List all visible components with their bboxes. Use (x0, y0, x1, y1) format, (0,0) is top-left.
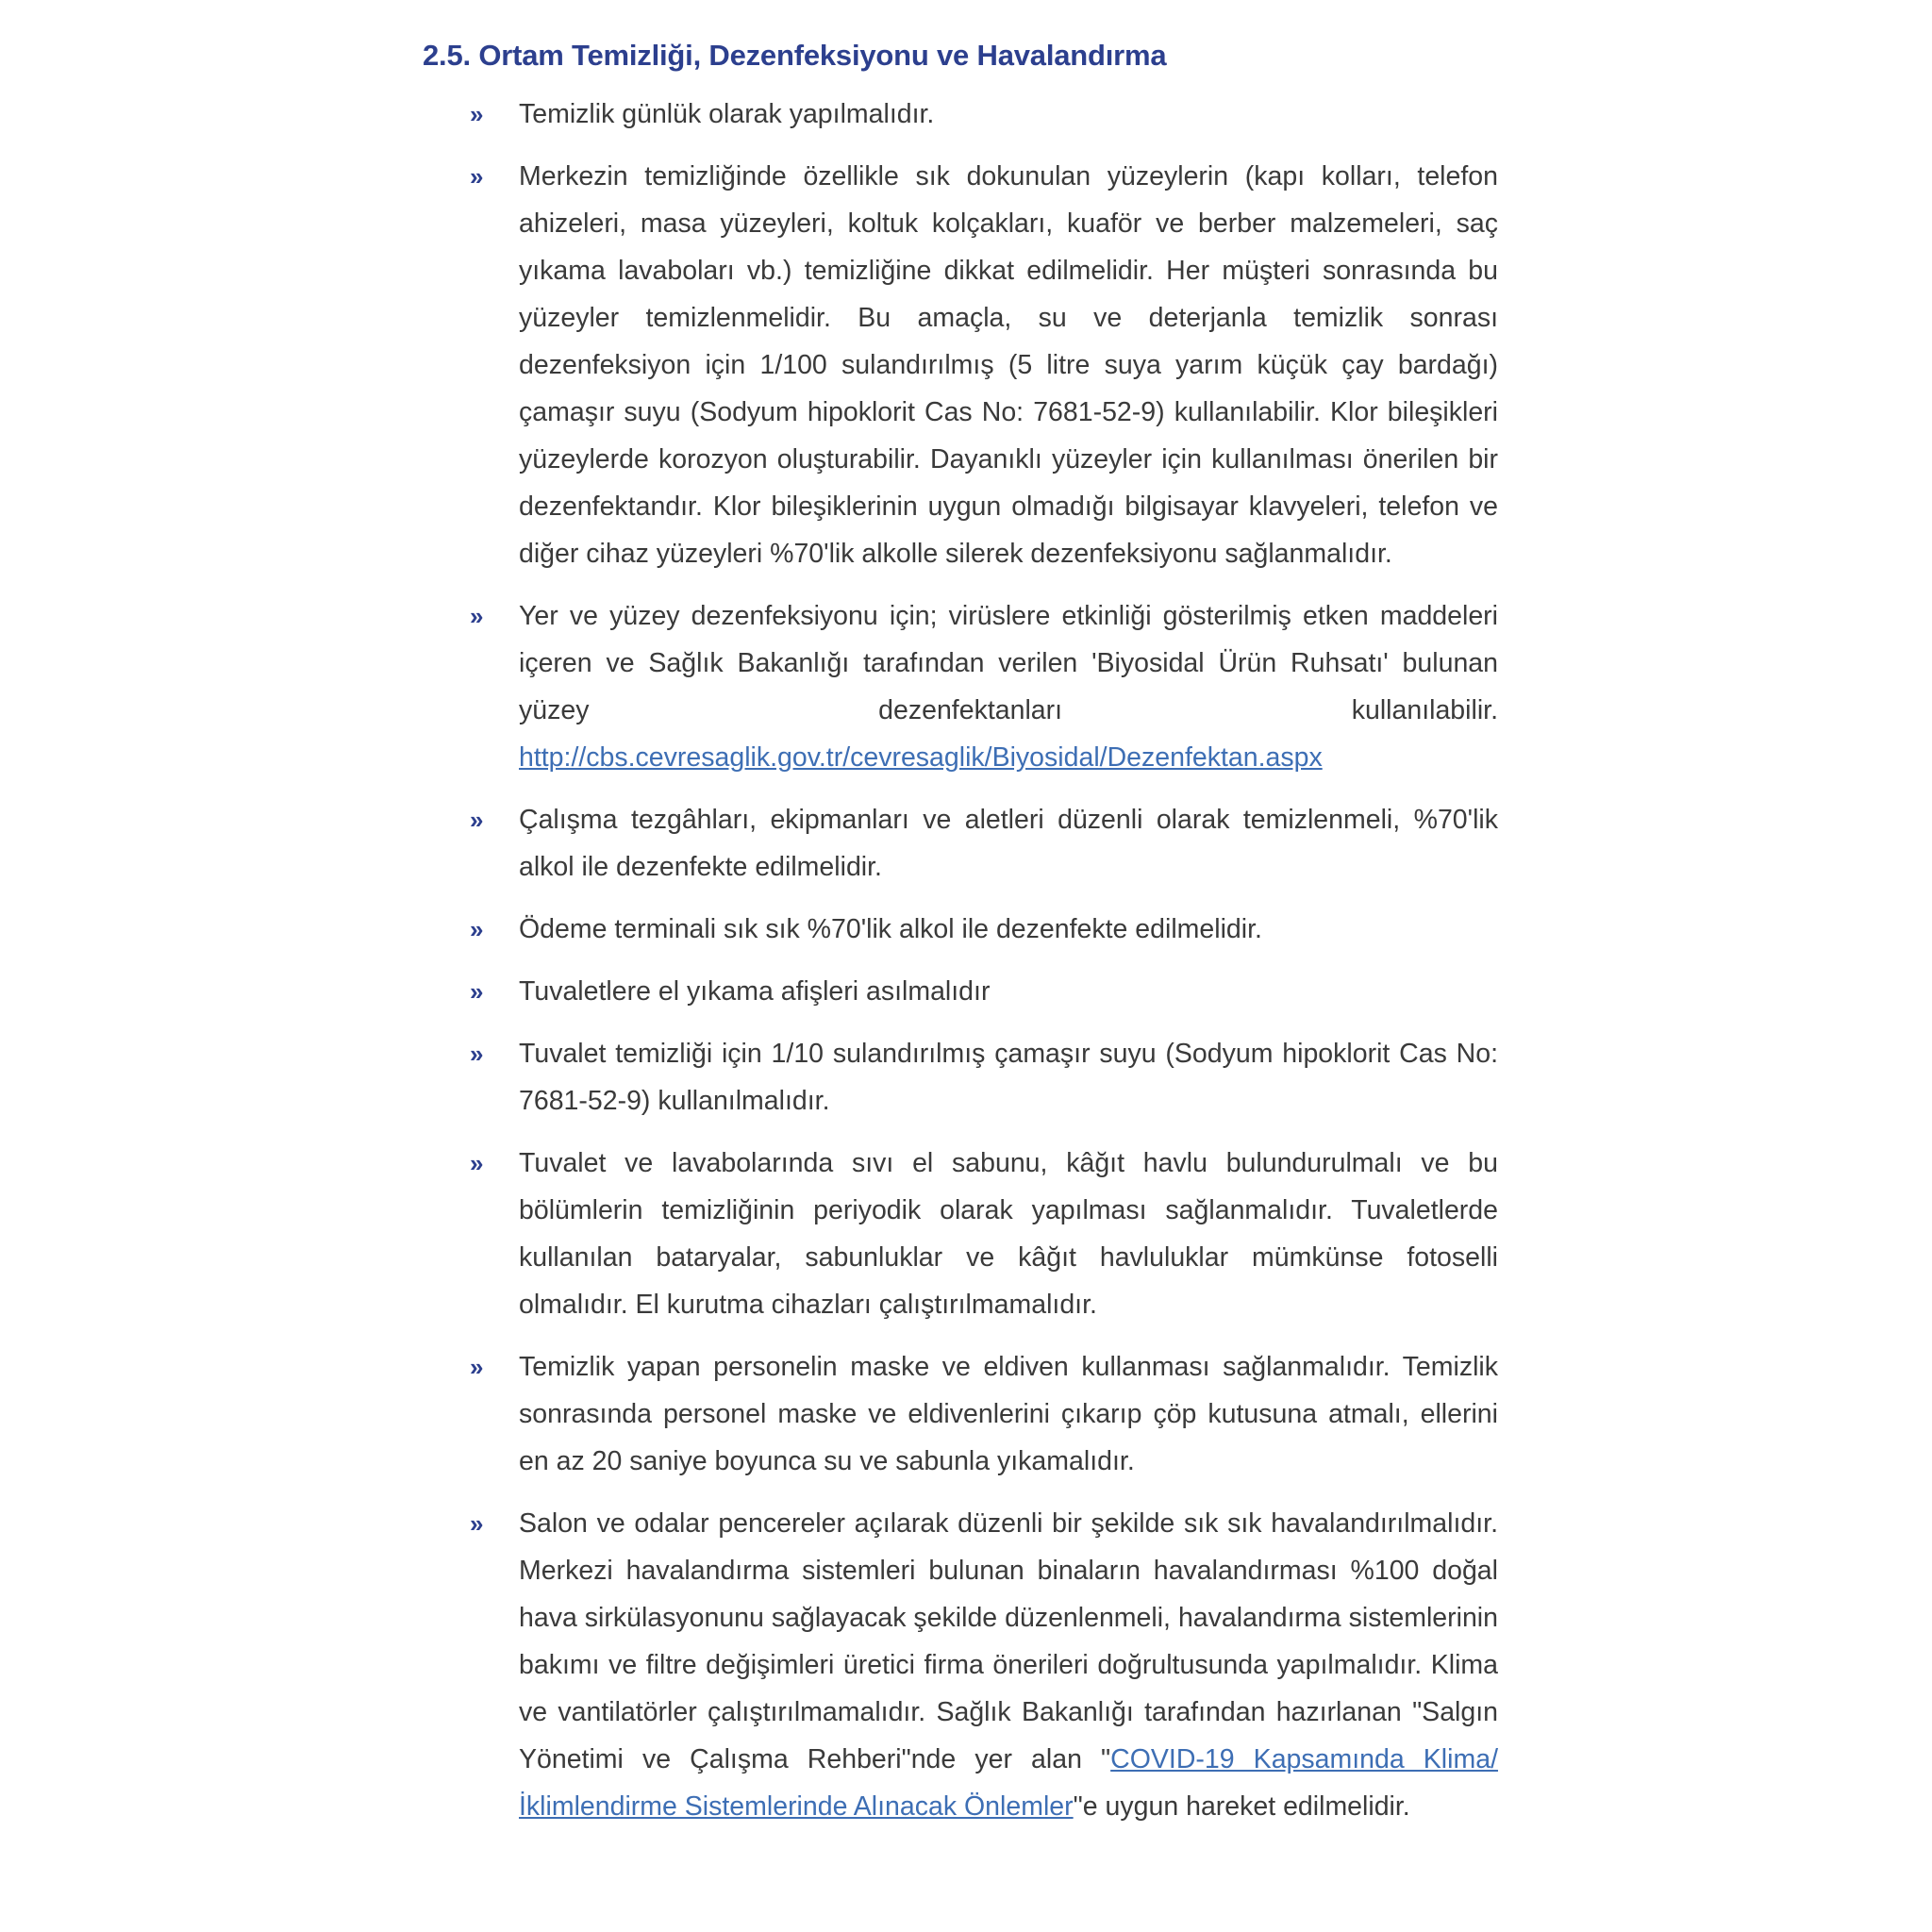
list-item (423, 91, 1498, 138)
list-item-text: Yer ve yüzey dezenfeksiyonu için; virüslere etkinliği gösterilmiş etken maddeleri içeren ve Sağlık Bakanlığı tarafından verilen 'Biyosidal Ürün Ruhsatı' bulunan yüzey dezenfektanları kullanılabilir. (519, 601, 1498, 725)
double-chevron-right-icon: » (470, 977, 484, 1006)
list-item (423, 1030, 1498, 1124)
list-item (423, 968, 1498, 1015)
list-item (423, 1140, 1498, 1328)
list-item (423, 1343, 1498, 1485)
list-item (423, 906, 1498, 953)
double-chevron-right-icon: » (470, 915, 484, 943)
double-chevron-right-icon: » (470, 602, 484, 630)
list-item-text: Temizlik yapan personelin maske ve eldiven kullanması sağlanmalıdır. Temizlik sonrasında personel maske ve eldivenlerini çıkarıp çöp kutusuna atmalı, ellerini en az 20 saniye boyunca su ve sabunla yıkamalıdır. (519, 1352, 1498, 1476)
list-item-text: Tuvalet ve lavabolarında sıvı el sabunu, kâğıt havlu bulundurulmalı ve bu bölümlerin temizliğinin periyodik olarak yapılması sağlanmalıdır. Tuvaletlerde kullanılan bataryalar, sabunluklar ve kâğıt havluluklar mümkünse fotoselli olmalıdır. El kurutma cihazları çalıştırılmamalıdır. (519, 1148, 1498, 1320)
double-chevron-right-icon: » (470, 162, 484, 191)
guideline-list (423, 91, 1498, 1830)
list-item (423, 592, 1498, 781)
double-chevron-right-icon: » (470, 1149, 484, 1177)
list-item (423, 796, 1498, 891)
double-chevron-right-icon: » (470, 1040, 484, 1068)
list-item (423, 153, 1498, 577)
document-page (423, 34, 1498, 1845)
biocidal-disinfectant-link[interactable]: http://cbs.cevresaglik.gov.tr/cevresaglik/Biyosidal/Dezenfektan.aspx (519, 742, 1323, 773)
double-chevron-right-icon: » (470, 1509, 484, 1538)
list-item-text: Salon ve odalar pencereler açılarak düzenli bir şekilde sık sık havalandırılmalıdır. Merkezi havalandırma sistemleri bulunan binaların havalandırması %100 doğal hava sirkülasyonunu sağlayacak şekilde düzenlenmeli, havalandırma sistemlerinin bakımı ve filtre değişimleri üretici firma önerileri doğrultusunda yapılmalıdır. Klima ve vantilatörler çalıştırılmamalıdır. Sağlık Bakanlığı tarafından hazırlanan "Salgın Yönetimi ve Çalışma Rehberi"nde yer alan " (519, 1508, 1498, 1774)
list-item-text: Çalışma tezgâhları, ekipmanları ve aletleri düzenli olarak temizlenmeli, %70'lik alkol ile dezenfekte edilmelidir. (519, 805, 1498, 882)
double-chevron-right-icon: » (470, 1353, 484, 1381)
list-item (423, 1500, 1498, 1830)
list-item-text: Tuvaletlere el yıkama afişleri asılmalıdır (519, 976, 991, 1007)
double-chevron-right-icon: » (470, 806, 484, 834)
double-chevron-right-icon: » (470, 100, 484, 128)
list-item-text: Tuvalet temizliği için 1/10 sulandırılmış çamaşır suyu (Sodyum hipoklorit Cas No: 7681-52-9) kullanılmalıdır. (519, 1039, 1498, 1116)
list-item-text: "e uygun hareket edilmelidir. (1073, 1791, 1410, 1822)
list-item-text: Ödeme terminali sık sık %70'lik alkol ile dezenfekte edilmelidir. (519, 914, 1262, 944)
section-title: 2.5. Ortam Temizliği, Dezenfeksiyonu ve Havalandırma (423, 39, 1167, 72)
list-item-text: Temizlik günlük olarak yapılmalıdır. (519, 99, 935, 129)
list-item-text: Merkezin temizliğinde özellikle sık dokunulan yüzeylerin (kapı kolları, telefon ahizeleri, masa yüzeyleri, koltuk kolçakları, kuaför ve berber malzemeleri, saç yıkama lavaboları vb.) temizliğine dikkat edilmelidir. Her müşteri sonrasında bu yüzeyler temizlenmelidir. Bu amaçla, su ve deterjanla temizlik sonrası dezenfeksiyon için 1/100 sulandırılmış (5 litre suya yarım küçük çay bardağı) çamaşır suyu (Sodyum hipoklorit Cas No: 7681-52-9) kullanılabilir. Klor bileşikleri yüzeylerde korozyon oluşturabilir. Dayanıklı yüzeyler için kullanılması önerilen bir dezenfektandır. Klor bileşiklerinin uygun olmadığı bilgisayar klavyeleri, telefon ve diğer cihaz yüzeyleri %70'lik alkolle silerek dezenfeksiyonu sağlanmalıdır. (519, 161, 1498, 569)
climate-guidance-link[interactable]: COVID-19 Kapsamında Klima/İklimlendirme Sistemlerinde Alınacak Önlemler (519, 1744, 1498, 1822)
